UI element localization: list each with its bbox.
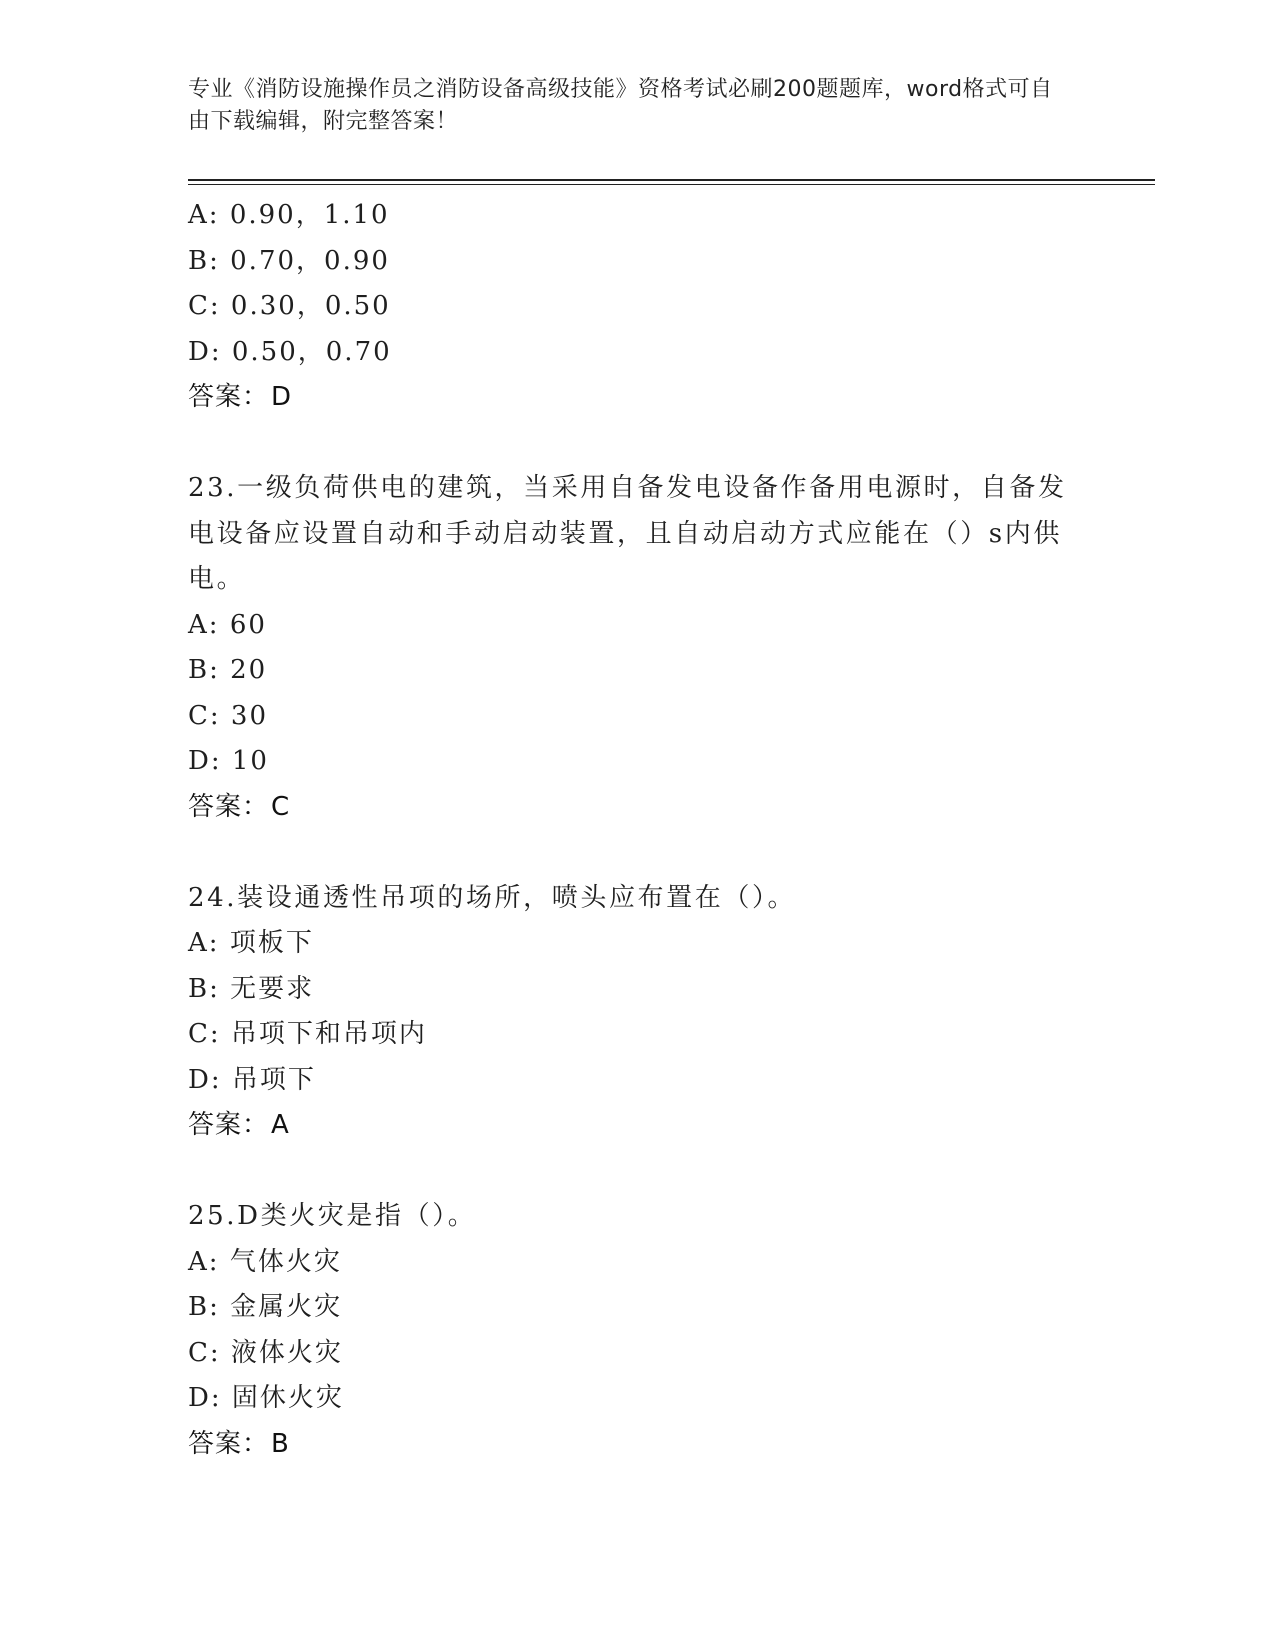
option-b: B: 金属火灾 xyxy=(188,1292,343,1322)
question-23 xyxy=(188,466,1088,830)
question-list xyxy=(188,193,1088,1467)
spacer xyxy=(188,1149,1088,1195)
option-d: D: 吊项下 xyxy=(188,1064,316,1095)
option-c: C: 吊项下和吊项内 xyxy=(188,1019,427,1049)
answer-value: D xyxy=(271,382,293,412)
option-a: A: 气体火灾 xyxy=(188,1246,342,1277)
option-a: A: 0.90，1.10 xyxy=(188,200,390,230)
answer-line: 答案：C xyxy=(188,791,291,822)
header-text: 专业《消防设施操作员之消防设备高级技能》资格考试必刷200题题库，word格式可自由下载编辑，附完整答案！ xyxy=(188,77,1053,134)
option-a: A: 60 xyxy=(188,609,267,640)
header-divider-thick xyxy=(188,179,1155,181)
question-stem: 25.D类火灾是指（）。 xyxy=(188,1201,477,1231)
question-stem: 24.装设通透性吊项的场所，喷头应布置在（）。 xyxy=(188,882,797,913)
question-25 xyxy=(188,1194,1088,1467)
spacer xyxy=(188,421,1088,467)
answer-value: C xyxy=(271,791,291,822)
option-c: C: 液体火灾 xyxy=(188,1337,343,1368)
question-24 xyxy=(188,876,1088,1149)
option-d: D: 10 xyxy=(188,746,269,776)
document-header xyxy=(188,74,1068,138)
option-b: B: 20 xyxy=(188,655,268,685)
option-d: D: 0.50，0.70 xyxy=(188,336,392,367)
option-b: B: 0.70，0.90 xyxy=(188,245,390,276)
answer-value: B xyxy=(271,1428,290,1459)
option-c: C: 0.30，0.50 xyxy=(188,291,391,321)
answer-line: 答案：A xyxy=(188,1110,290,1140)
answer-line: 答案：D xyxy=(188,382,293,412)
option-a: A: 项板下 xyxy=(188,928,314,958)
answer-line: 答案：B xyxy=(188,1428,290,1459)
option-d: D: 固休火灾 xyxy=(188,1383,344,1413)
question-stem: 23.一级负荷供电的建筑，当采用自备发电设备作备用电源时，自备发电设备应设置自动和手动启动装置，且自动启动方式应能在（）s内供电。 xyxy=(188,473,1067,594)
option-c: C: 30 xyxy=(188,700,269,731)
answer-value: A xyxy=(271,1110,290,1140)
option-b: B: 无要求 xyxy=(188,973,315,1004)
question-22 xyxy=(188,193,1088,421)
spacer xyxy=(188,830,1088,876)
header-divider-thin xyxy=(188,184,1155,185)
